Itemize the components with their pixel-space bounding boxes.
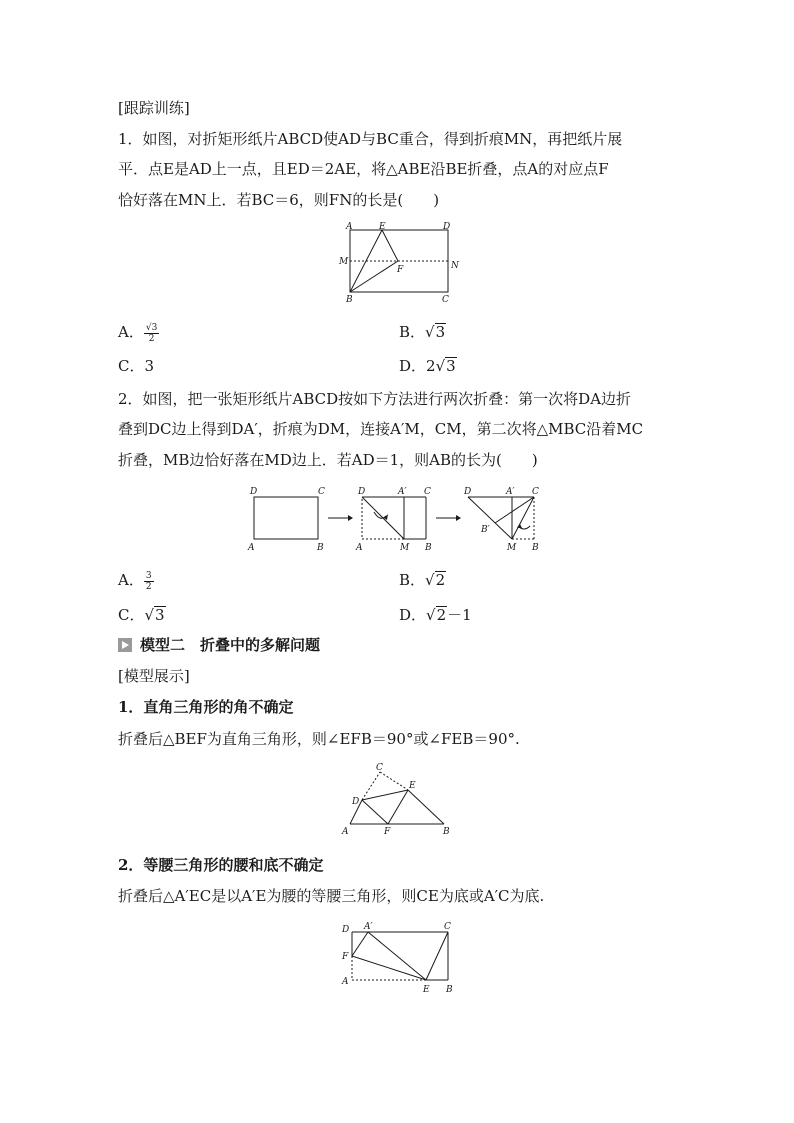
q2-fig1-label-c: C [318,487,325,497]
q1-label-b: B [346,295,353,305]
case2-label-f: F [342,952,349,962]
case2-segment-a-prime-e [368,932,426,980]
case1-side-eb [408,790,444,824]
case2-label-a: A [342,977,349,987]
q2-option-d[interactable]: D．√2－1 [399,606,472,624]
q2-line-2: 叠到DC边上得到DA′，折痕为DM，连接A′M，CM，第二次将△MBC沿着MC [118,420,644,438]
case2-fold-fe [352,956,426,980]
case2-label-c: C [444,922,451,932]
q2-figure [240,482,560,560]
q2-fig3-label-c: C [532,487,539,497]
q2-fig1-label-a: A [248,543,255,553]
q2-fig2-label-b: B [425,543,432,553]
case2-label-d: D [342,925,350,935]
q1-line-1: 1．如图，对折矩形纸片ABCD使AD与BC重合，得到折痕MN，再把纸片展 [118,130,623,148]
case1-label-e: E [409,781,416,791]
model2-showcase-header: [模型展示] [118,667,190,685]
q2-fig1-label-d: D [250,487,258,497]
q2-option-b[interactable]: B．√2 [399,571,446,589]
q1-segment-fb [350,261,398,292]
q2-fig2 [355,487,432,553]
case1-label-f: F [384,827,391,837]
q1-option-d[interactable]: D．2√3 [399,357,456,375]
q2-line-3: 折叠，MB边恰好落在MD边上．若AD＝1，则AB的长为( ) [118,451,538,469]
case2-text: 折叠后△A′EC是以A′E为腰的等腰三角形，则CE为底或A′C为底. [118,887,545,905]
play-triangle-icon [118,638,132,652]
q2-fig2-label-c: C [424,487,431,497]
q2-arrow-1-head [348,515,353,521]
q2-fig1-rect [254,497,318,539]
q2-fig3-label-d: D [464,487,472,497]
q2-fig3-cm [512,497,534,539]
case1-figure [336,760,456,838]
q2-fig2-label-a-prime: A′ [398,487,407,497]
case2-segment-ce [426,932,448,980]
q1-label-m: M [339,257,349,267]
case1-side-ce [380,772,408,790]
q2-fig2-rect [362,497,426,539]
case1-segment-fe [388,790,408,824]
case2-figure [338,918,464,996]
q2-fig3-dm [468,497,512,539]
case2-title: 2．等腰三角形的腰和底不确定 [118,856,324,874]
q1-label-a: A [346,222,353,232]
q1-label-c: C [442,295,449,305]
q2-line-1: 2．如图，把一张矩形纸片ABCD按如下方法进行两次折叠：第一次将DA边折 [118,390,632,408]
q2-fig2-label-d: D [358,487,366,497]
q1-option-a-den: 2 [148,333,155,344]
q2-fig1 [247,487,325,553]
q2-fig3-label-m: M [507,543,517,553]
q1-label-f: F [397,265,404,275]
case1-fold-de [362,790,408,800]
q1-label-d: D [443,222,451,232]
q1-label-e: E [379,222,386,232]
case1-label-b: B [443,827,450,837]
q1-option-c[interactable]: C．3 [118,357,155,375]
q2-option-c[interactable]: C．√3 [118,606,165,624]
q2-fig3-label-a-prime: A′ [506,487,515,497]
case2-segment-fa-prime [352,932,368,956]
q1-line-3: 恰好落在MN上．若BC＝6，则FN的长是( ) [118,191,440,209]
case1-text: 折叠后△BEF为直角三角形，则∠EFB＝90°或∠FEB＝90°. [118,730,520,748]
q2-option-a-den: 2 [145,581,152,592]
q2-fig3-cb-prime [495,497,534,523]
q1-line-2: 平．点E是AD上一点，且ED＝2AE，将△ABE沿BE折叠，点A的对应点F [118,160,609,178]
q2-fig2-label-m: M [400,543,410,553]
q1-option-a[interactable]: A． $\frac{√3}{2}$ [118,322,158,344]
model2-title: 模型二 折叠中的多解问题 [118,635,320,655]
q2-fig2-label-a: A [356,543,363,553]
q1-option-a-num: √3 [145,322,158,333]
case2-label-e: E [423,985,430,995]
q2-fig3-label-b: B [532,543,539,553]
case2-label-a-prime: A′ [364,922,373,932]
q2-option-a-num: 3 [145,570,152,581]
practice-header: [跟踪训练] [118,99,190,117]
q2-fig3 [463,487,539,553]
q2-option-a[interactable]: A． $\frac{3}{2}$ [118,570,152,592]
case1-side-dc [362,772,380,800]
q1-label-n: N [451,261,459,271]
case1-label-a: A [342,827,349,837]
q1-segment-ef [382,230,398,261]
case1-label-d: D [352,797,360,807]
case1-title: 1．直角三角形的角不确定 [118,698,294,716]
q1-figure [330,220,470,310]
case1-segment-df [362,800,388,824]
case2-label-b: B [446,985,453,995]
q2-arrow-2-head [456,515,461,521]
q2-fig1-label-b: B [317,543,324,553]
case1-label-c: C [376,763,383,773]
q2-fig3-label-b-prime: B′ [481,525,490,535]
q1-option-b[interactable]: B．√3 [399,323,446,341]
